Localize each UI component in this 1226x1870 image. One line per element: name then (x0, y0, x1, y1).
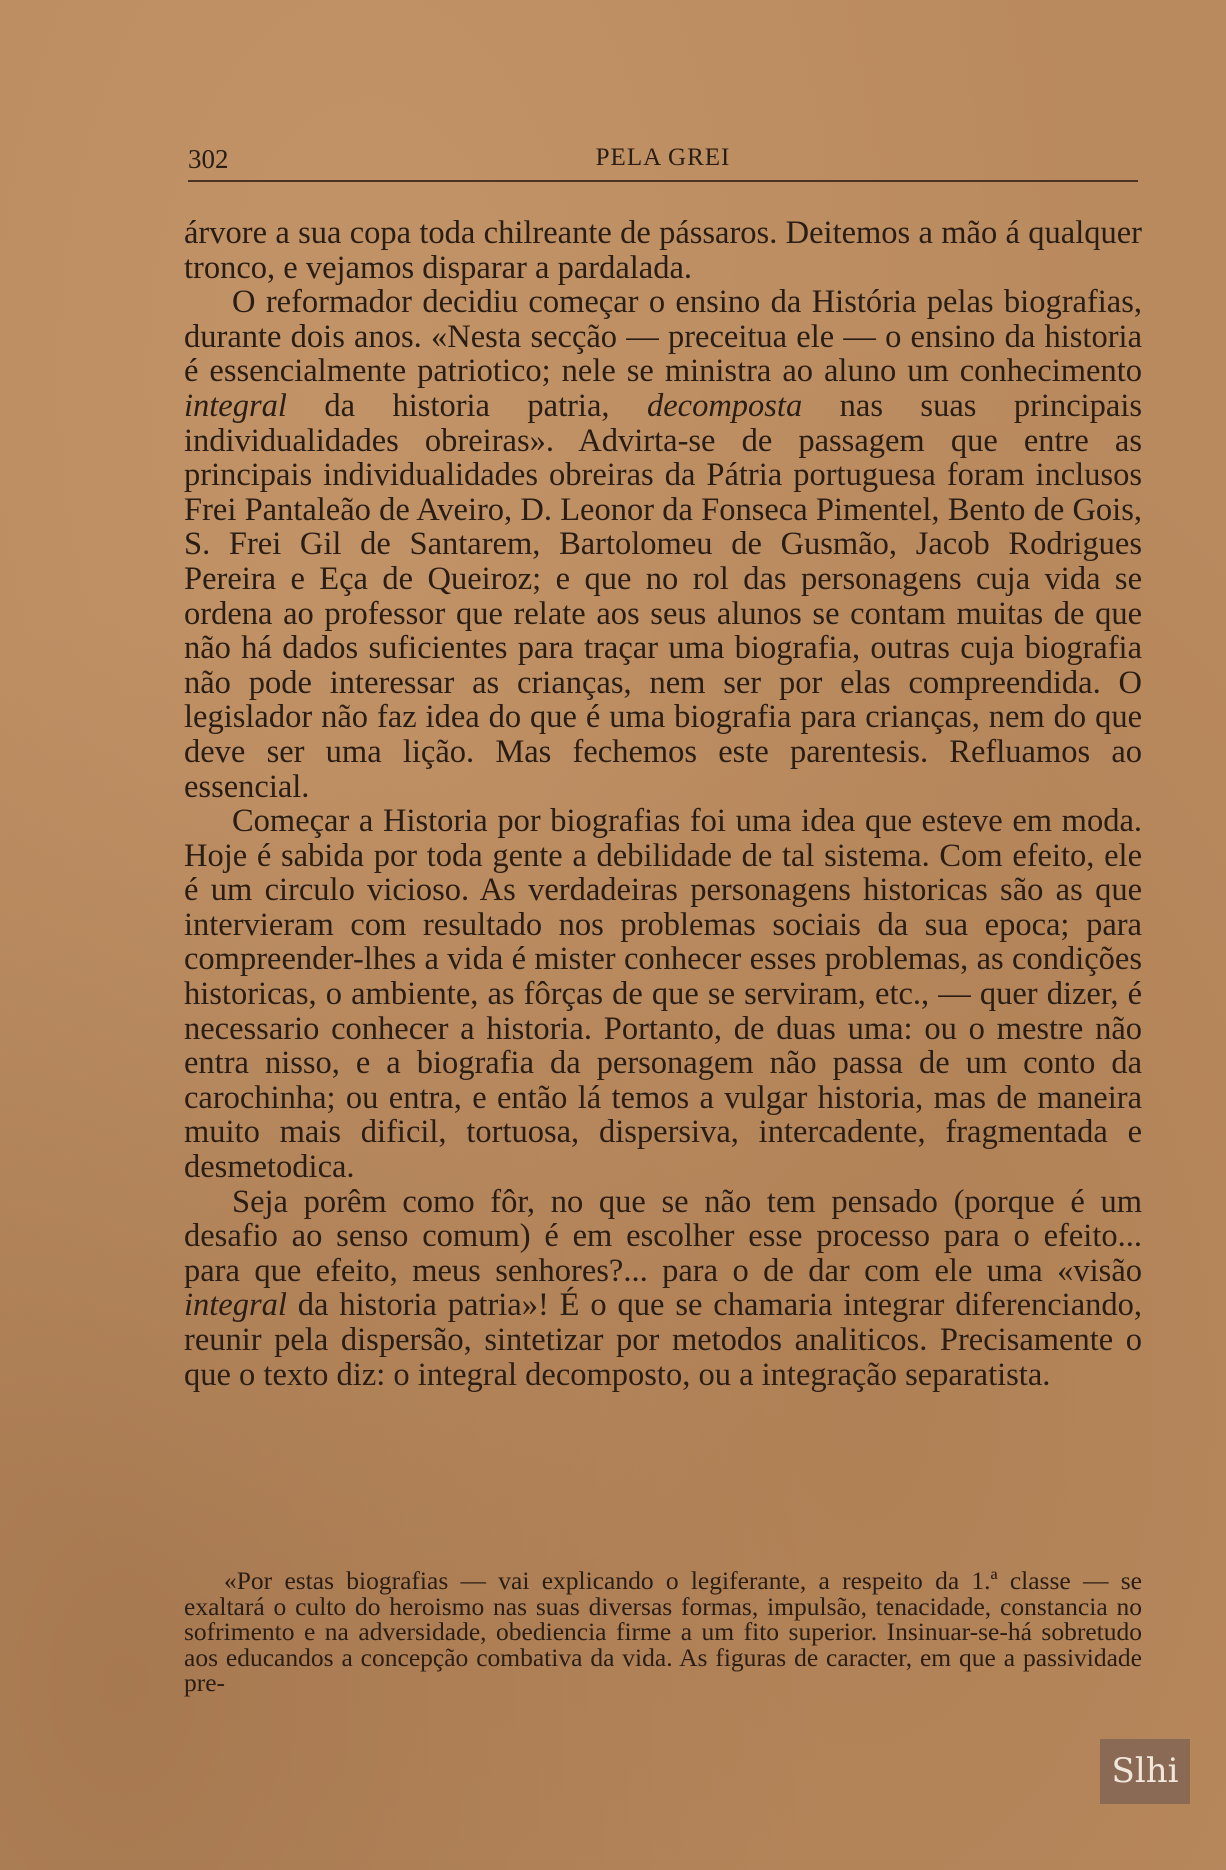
paragraph (184, 804, 1142, 1185)
paragraph (184, 1185, 1142, 1393)
text-run: da historia patria, (286, 387, 647, 424)
paragraph (184, 285, 1142, 804)
italic-text: integral (184, 387, 287, 424)
text-run: árvore a sua copa toda chilreante de pássaros. Deitemos a mão á qualquer tronco, e vejamos disparar a pardalada. (184, 215, 1142, 286)
page-number: 302 (188, 144, 229, 174)
text-run: O reformador decidiu começar o ensino da História pelas biografias, durante dois anos. «Nesta secção — preceitua ele — o ensino da historia é essencialmente patriotico; nele se ministra ao aluno um conhecimento (184, 284, 1142, 390)
body-text (184, 216, 1142, 1392)
page-header (188, 144, 1138, 182)
text-run: da historia patria»! É o que se chamaria integrar diferenciando, reunir pela dispersão, sintetizar por metodos analiticos. Precisamente o que o texto diz: o integral decomposto, ou a integração separatista. (184, 1287, 1142, 1393)
text-run: Começar a Historia por biografias foi uma idea que esteve em moda. Hoje é sabida por toda gente a debilidade de tal sistema. Com efeito, ele é um circulo vicioso. As verdadeiras personagens historicas são as que intervieram com resultado nos problemas sociais da sua epoca; para compreender-lhes a vida é mister conhecer esses problemas, as condições historicas, o ambiente, as fôrças de que se serviram, etc., — quer dizer, é necessario conhecer a historia. Portanto, de duas uma: ou o mestre não entra nisso, e a biografia da personagem não passa de um conto da carochinha; ou entra, e então lá temos a vulgar historia, mas de maneira muito mais dificil, tortuosa, dispersiva, intercadente, fragmentada e desmetodica. (184, 803, 1142, 1186)
italic-text: decomposta (646, 387, 803, 424)
paragraph (184, 216, 1142, 285)
text-run: Seja porêm como fôr, no que se não tem pensado (porque é um desafio ao senso comum) é em escolher esse processo para o efeito... para que efeito, meus senhores?... para o de dar com ele uma «visão (184, 1183, 1142, 1289)
text-run: nas suas principais individualidades obreiras». Advirta-se de passagem que entre as principais individualidades obreiras da Pátria portuguesa foram inclusos Frei Pantaleão de Aveiro, D. Leonor da Fonseca Pimentel, Bento de Gois, S. Frei Gil de Santarem, Bartolomeu de Gusmão, Jacob Rodrigues Pereira e Eça de Queiroz; e que no rol das personagens cuja vida se ordena ao professor que relate aos seus alunos se contam muitas de que não há dados suficientes para traçar uma biografia, outras cuja biografia não pode interessar as crianças, nem ser por elas compreendida. O legislador não faz idea do que é uma biografia para crianças, nem do que deve ser uma lição. Mas fechemos este parentesis. Refluamos ao essencial. (184, 387, 1142, 805)
italic-text: integral (184, 1287, 287, 1324)
library-stamp: Slhi (1100, 1739, 1190, 1804)
footnote: «Por estas biografias — vai explicando o legiferante, a respeito da 1.ª classe — se exaltará o culto do heroismo nas suas diversas formas, impulsão, tenacidade, constancia no sofrimento e na adversidade, obediencia firme a um fito superior. Insinuar-se-há sobretudo aos educandos a concepção combativa da vida. As figuras de caracter, em que a passividade pre- (184, 1566, 1142, 1698)
running-head: PELA GREI (595, 144, 731, 171)
